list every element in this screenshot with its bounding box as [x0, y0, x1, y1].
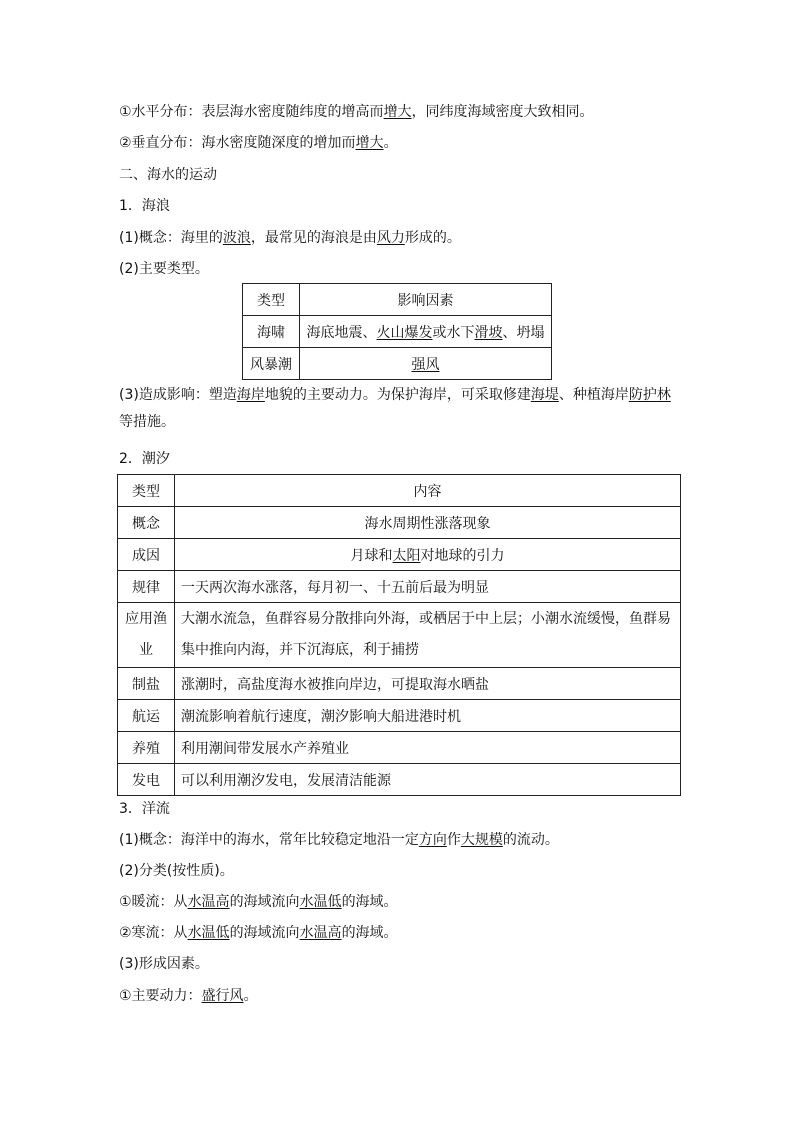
- table-cell: 规律: [118, 571, 175, 603]
- wave-effect: (3)造成影响：塑造海岸地貌的主要动力。为保护海岸，可采取修建海堤、种植海岸防护林等措施。: [119, 387, 671, 430]
- table-header: 影响因素: [300, 284, 552, 316]
- subsection-tides: 2．潮汐: [119, 451, 170, 467]
- table-cell: 月球和太阳对地球的引力: [175, 539, 681, 571]
- table-row: [118, 539, 681, 571]
- table-row: [118, 603, 681, 668]
- table-row: [118, 764, 681, 796]
- table-row: [118, 700, 681, 732]
- table-cell: 发电: [118, 764, 175, 796]
- table-cell: 海水周期性涨落现象: [175, 507, 681, 539]
- table-cell: 航运: [118, 700, 175, 732]
- subsection-currents: 3．洋流: [119, 801, 170, 817]
- table-cell: 利用潮间带发展水产养殖业: [175, 732, 681, 764]
- table-row: [118, 732, 681, 764]
- tides-table: [117, 474, 681, 796]
- table-cell: 概念: [118, 507, 175, 539]
- table-cell: 一天两次海水涨落，每月初一、十五前后最为明显: [175, 571, 681, 603]
- table-cell: 可以利用潮汐发电，发展清洁能源: [175, 764, 681, 796]
- wave-types-title: (2)主要类型。: [119, 261, 209, 277]
- warm-current: ①暖流：从水温高的海域流向水温低的海域。: [119, 894, 398, 910]
- table-cell: 养殖: [118, 732, 175, 764]
- formation-factors: (3)形成因素。: [119, 956, 209, 972]
- table-cell: 涨潮时，高盐度海水被推向岸边，可提取海水晒盐: [175, 668, 681, 700]
- current-concept: (1)概念：海洋中的海水，常年比较稳定地沿一定方向作大规模的流动。: [119, 832, 559, 848]
- table-row: [243, 348, 552, 380]
- table-header: 内容: [175, 475, 681, 507]
- table-row: [243, 316, 552, 348]
- wave-concept: (1)概念：海里的波浪，最常见的海浪是由风力形成的。: [119, 230, 461, 246]
- table-cell: 风暴潮: [243, 348, 300, 380]
- table-header: 类型: [243, 284, 300, 316]
- main-force: ①主要动力：盛行风。: [119, 988, 258, 1004]
- cold-current: ②寒流：从水温低的海域流向水温高的海域。: [119, 925, 398, 941]
- table-cell: 成因: [118, 539, 175, 571]
- table-cell: 应用渔 业: [118, 603, 175, 668]
- density-horizontal: ①水平分布：表层海水密度随纬度的增高而增大，同纬度海域密度大致相同。: [119, 104, 594, 120]
- table-cell: 制盐: [118, 668, 175, 700]
- table-cell: 强风: [300, 348, 552, 380]
- table-row: [118, 668, 681, 700]
- table-row: [118, 507, 681, 539]
- table-header: 类型: [118, 475, 175, 507]
- table-row: [118, 571, 681, 603]
- section-heading: 二、海水的运动: [119, 167, 217, 183]
- density-vertical: ②垂直分布：海水密度随深度的增加而增大。: [119, 135, 398, 151]
- wave-types-table: [242, 283, 552, 380]
- subsection-waves: 1．海浪: [119, 198, 170, 214]
- table-cell: 海底地震、火山爆发或水下滑坡、坍塌: [300, 316, 552, 348]
- table-cell: 大潮水流急，鱼群容易分散排向外海，或栖居于中上层；小潮水流缓慢，鱼群易集中推向内海，并下沉海底，利于捕捞: [175, 603, 681, 668]
- table-cell: 潮流影响着航行速度，潮汐影响大船进港时机: [175, 700, 681, 732]
- current-classification: (2)分类(按性质)。: [119, 863, 234, 879]
- table-cell: 海啸: [243, 316, 300, 348]
